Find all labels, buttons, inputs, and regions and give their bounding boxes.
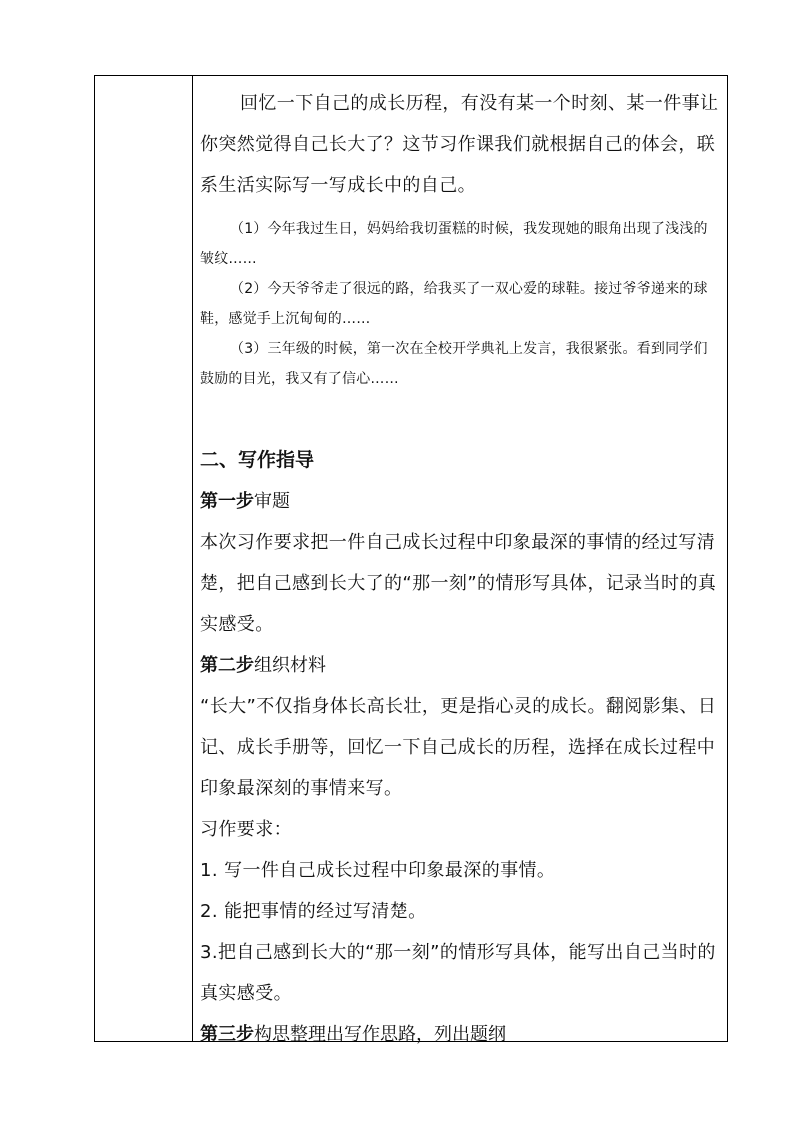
step1-name: 审题 — [254, 491, 290, 512]
example-3: （3）三年级的时候，第一次在全校开学典礼上发言，我很紧张。看到同学们鼓励的目光，我又有了信心…… — [200, 341, 708, 387]
section-title: 二、写作指导 — [200, 449, 315, 471]
example-2: （2）今天爷爷走了很远的路，给我买了一双心爱的球鞋。接过爷爷递来的球鞋，感觉手上沉甸甸的…… — [200, 281, 708, 327]
step2-heading — [200, 645, 720, 686]
requirement-2: 2. 能把事情的经过写清楚。 — [200, 901, 427, 922]
step1-heading — [200, 481, 720, 522]
step1-label: 第一步 — [200, 491, 254, 512]
step3-label: 第三步 — [200, 1024, 254, 1045]
table-content-cell — [200, 76, 720, 1055]
intro-paragraph: 回忆一下自己的成长历程，有没有某一个时刻、某一件事让你突然觉得自己长大了？这节习作课我们就根据自己的体会，联系生活实际写一写成长中的自己。 — [200, 93, 719, 196]
step3-name: 构思整理出写作思路，列出题纲 — [254, 1024, 506, 1045]
requirements-title: 习作要求： — [200, 819, 292, 840]
example-1: （1）今年我过生日，妈妈给我切蛋糕的时候，我发现她的眼角出现了浅浅的皱纹…… — [200, 221, 708, 267]
step2-text: “长大”不仅指身体长高长壮，更是指心灵的成长。翻阅影集、日记、成长手册等，回忆一下自己成长的历程，选择在成长过程中印象最深刻的事情来写。 — [200, 696, 717, 799]
step1-text: 本次习作要求把一件自己成长过程中印象最深的事情的经过写清楚，把自己感到长大了的“那一刻”的情形写具体，记录当时的真实感受。 — [200, 532, 717, 635]
table-frame — [94, 75, 728, 1045]
step2-label: 第二步 — [200, 655, 254, 676]
step3-heading — [200, 1014, 720, 1055]
requirement-1: 1. 写一件自己成长过程中印象最深的事情。 — [200, 860, 556, 881]
requirement-3: 3.把自己感到长大的“那一刻”的情形写具体，能写出自己当时的真实感受。 — [200, 942, 716, 1004]
step2-name: 组织材料 — [254, 655, 326, 676]
table-left-column — [95, 76, 193, 1041]
